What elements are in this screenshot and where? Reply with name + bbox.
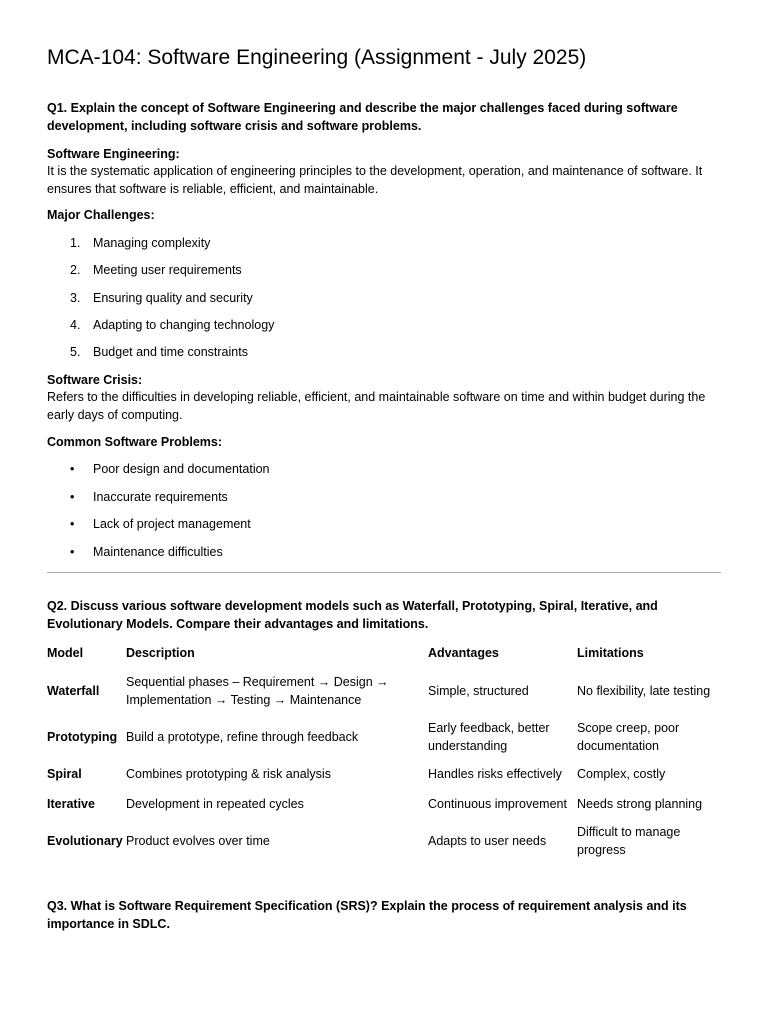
table-row bbox=[47, 816, 727, 866]
table-row bbox=[47, 717, 727, 757]
model-advantages: Continuous improvement bbox=[428, 796, 567, 811]
list-number: 1. bbox=[70, 236, 81, 250]
bullet-icon: • bbox=[70, 490, 75, 504]
model-description: Build a prototype, refine through feedback bbox=[126, 730, 359, 744]
section-divider bbox=[47, 572, 721, 573]
model-limitations: Complex, costly bbox=[577, 767, 666, 781]
challenge-text: Meeting user requirements bbox=[93, 263, 242, 277]
list-number: 5. bbox=[70, 345, 81, 359]
bullet-icon: • bbox=[70, 517, 75, 531]
model-limitations: Needs strong planning bbox=[577, 796, 703, 811]
problem-text: Lack of project management bbox=[93, 517, 251, 531]
model-name: Spiral bbox=[47, 767, 82, 781]
column-header-advantages: Advantages bbox=[428, 646, 499, 660]
model-description: Development in repeated cycles bbox=[126, 796, 304, 811]
column-header-model: Model bbox=[47, 646, 84, 660]
q3-question: Q3. What is Software Requirement Specification (SRS)? Explain the process of requirement analysis and its importance in SDLC. bbox=[47, 899, 687, 931]
table-header-row bbox=[47, 642, 727, 664]
model-name: Evolutionary bbox=[47, 834, 123, 848]
model-description: Combines prototyping & risk analysis bbox=[126, 767, 331, 781]
problem-text: Inaccurate requirements bbox=[93, 490, 228, 504]
models-comparison-table bbox=[47, 642, 727, 866]
model-limitations: Scope creep, poor documentation bbox=[577, 721, 680, 753]
model-description: Sequential phases – Requirement → Design → Implementation → Testing → Maintenance bbox=[126, 674, 389, 707]
challenge-text: Adapting to changing technology bbox=[93, 318, 275, 332]
challenge-text: Ensuring quality and security bbox=[93, 291, 253, 305]
problem-text: Maintenance difficulties bbox=[93, 545, 223, 559]
software-crisis-definition: Refers to the difficulties in developing reliable, efficient, and maintainable software on time and within budget during the early days of computing. bbox=[47, 390, 706, 422]
table-row bbox=[47, 791, 727, 816]
model-name: Iterative bbox=[47, 796, 95, 811]
model-advantages: Handles risks effectively bbox=[428, 767, 562, 781]
model-limitations: No flexibility, late testing bbox=[577, 683, 711, 698]
document-title: MCA-104: Software Engineering (Assignment - July 2025) bbox=[47, 46, 587, 69]
software-engineering-definition: It is the systematic application of engineering principles to the development, operation, and maintenance of software. It ensures that software is reliable, efficient, and maintainable. bbox=[47, 164, 703, 196]
challenge-text: Budget and time constraints bbox=[93, 345, 248, 359]
list-number: 3. bbox=[70, 291, 81, 305]
model-description: Product evolves over time bbox=[126, 834, 270, 848]
q2-question: Q2. Discuss various software development models such as Waterfall, Prototyping, Spiral, Iterative, and Evolutionary Models. Compare their advantages and limitations. bbox=[47, 599, 658, 631]
table-row bbox=[47, 757, 727, 791]
model-advantages: Adapts to user needs bbox=[428, 834, 547, 848]
common-problems-heading: Common Software Problems: bbox=[47, 435, 223, 449]
column-header-description: Description bbox=[126, 646, 195, 660]
q1-question: Q1. Explain the concept of Software Engineering and describe the major challenges faced during software development, including software crisis and software problems. bbox=[47, 101, 678, 133]
list-number: 2. bbox=[70, 263, 81, 277]
bullet-icon: • bbox=[70, 462, 75, 476]
major-challenges-heading: Major Challenges: bbox=[47, 208, 155, 222]
model-name: Prototyping bbox=[47, 730, 118, 744]
problem-text: Poor design and documentation bbox=[93, 462, 270, 476]
software-crisis-heading: Software Crisis: bbox=[47, 373, 143, 387]
model-name: Waterfall bbox=[47, 683, 100, 698]
software-engineering-heading: Software Engineering: bbox=[47, 147, 180, 161]
bullet-icon: • bbox=[70, 545, 75, 559]
model-limitations: Difficult to manage progress bbox=[577, 825, 681, 857]
challenge-text: Managing complexity bbox=[93, 236, 211, 250]
model-advantages: Early feedback, better understanding bbox=[428, 721, 550, 753]
column-header-limitations: Limitations bbox=[577, 646, 644, 660]
list-number: 4. bbox=[70, 318, 81, 332]
model-advantages: Simple, structured bbox=[428, 683, 529, 698]
table-row bbox=[47, 664, 727, 717]
